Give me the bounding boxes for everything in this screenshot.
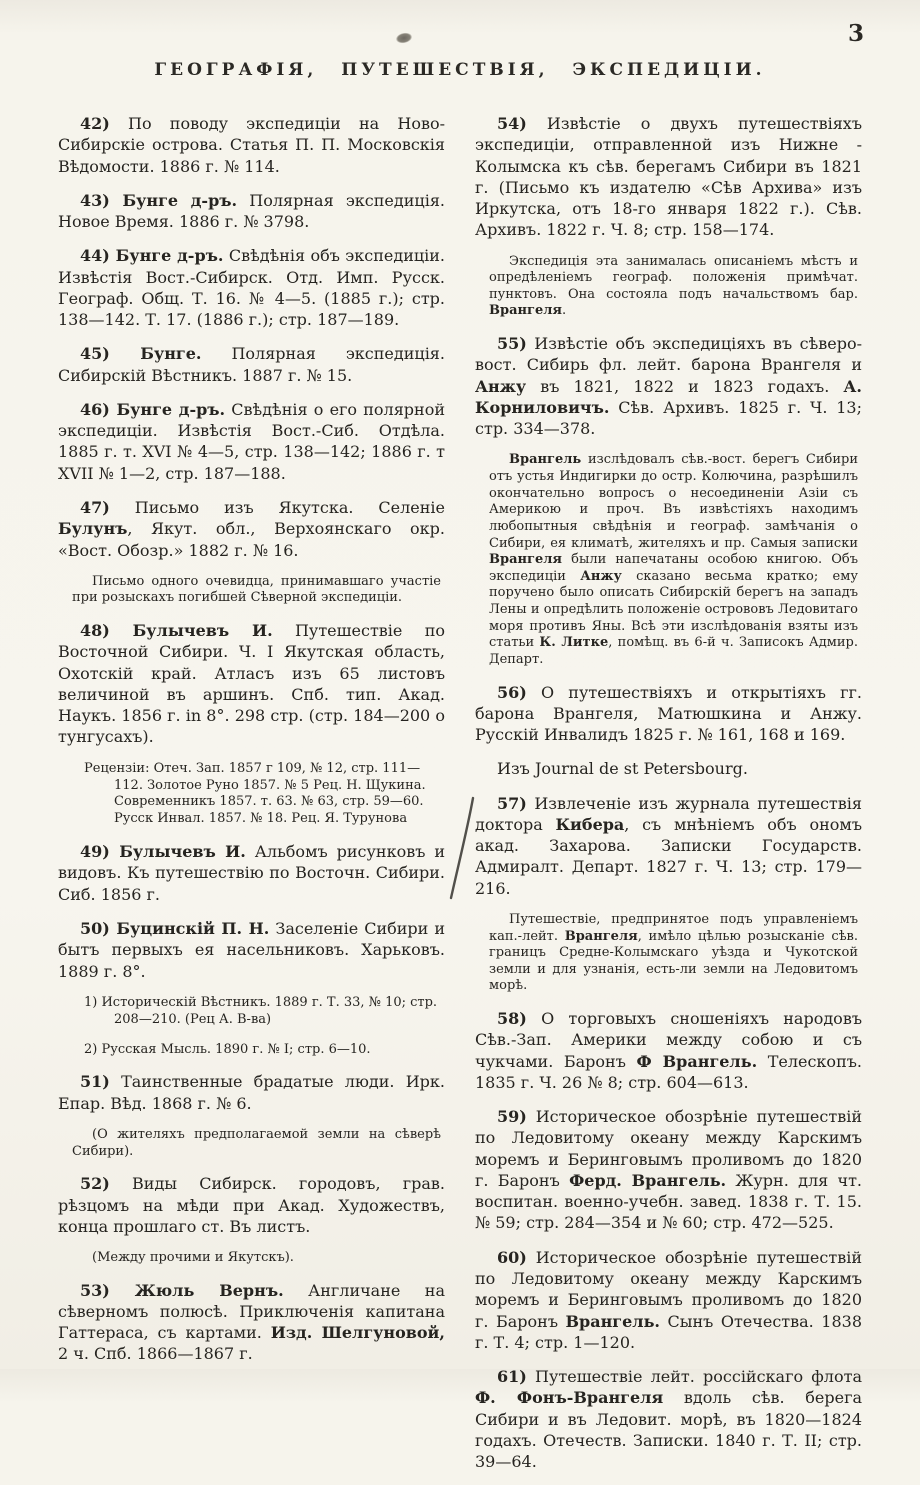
text-run: Полярная экспедиція. Новое Время. 1886 г. № 3798. (58, 190, 445, 232)
bibliography-entry (58, 190, 445, 233)
bold-text-run: Кибера (555, 814, 625, 834)
page-number: 3 (847, 20, 864, 47)
text-run: Путешествіе по Восточной Сибири. Ч. I Якутская область, Охотскій край. Атласъ изъ 65 листовъ величиной въ аршинъ. Спб. тип. Акад. Наукъ. 1856 г. in 8°. 298 стр. (стр. 184—200 о тунгусахъ). (58, 621, 445, 747)
bold-text-run: 51) (80, 1072, 110, 1092)
text-run: , Якут. обл., Верхоянскаго окр. «Вост. Обозр.» 1882 г. № 16. (58, 519, 445, 560)
entry-note (84, 1041, 445, 1059)
bibliography-entry (475, 333, 862, 439)
bibliography-entry (475, 1106, 862, 1234)
text-run: Извѣстіе объ экспедиціяхъ въ сѣверо-вост. Сибирь фл. лейт. барона Врангеля и (475, 334, 862, 375)
bibliography-entry (58, 620, 445, 748)
text-run: изслѣдовалъ сѣв.-вост. берегъ Сибири отъ устья Индигирки до остр. Колючина, разрѣшилъ окончательно вопросъ о несоединеніи Азіи съ Америкою и проч. Въ извѣстіяхъ находимъ любопытныя свѣдѣнія и географ. замѣчанія о Сибири, ея климатѣ, жителяхъ и пр. Самыя записки (489, 452, 858, 551)
bold-text-run: 53) Жюль Вернъ. (80, 1280, 284, 1300)
bibliography-entry (475, 793, 862, 899)
bold-text-run: 52) (80, 1174, 110, 1194)
bold-text-run: Врангеля (489, 552, 563, 568)
bold-text-run: Врангель (509, 452, 582, 468)
bibliography-entry (58, 113, 445, 177)
text-run: . (562, 303, 567, 319)
entry-note (72, 1250, 441, 1267)
text-run: 2 ч. Спб. 1866—1867 г. (58, 1344, 253, 1364)
bibliography-entry (58, 841, 445, 905)
text-run: Свѣдѣнія объ экспедиціи. Извѣстія Вост.-Сибирск. Отд. Имп. Русск. Географ. Общ. Т. 16. № 4—5. (1885 г.); стр. 138—142. Т. 17. (1886 г.); стр. 187—189. (58, 246, 446, 330)
entry-note (72, 1127, 441, 1160)
text-run: Свѣдѣнія о его полярной экспедиціи. Извѣстія Вост.-Сиб. Отдѣла. 1885 г. т. XVI № 4—5, стр. 138—142; 1886 г. т XVII № 1—2, стр. 187—188. (58, 399, 446, 483)
text-run: Письмо изъ Якутска. Селеніе (109, 497, 445, 517)
bold-text-run: Врангеля (489, 303, 563, 319)
bold-text-run: Ферд. Врангель. (569, 1170, 727, 1190)
text-run: , имѣло цѣлью розысканіе сѣв. границъ Средне-Колымскаго уѣзда и Чукотской земли и для узнанія, есть-ли земли на Ледовитомъ морѣ. (489, 928, 859, 994)
text-run: Таинственные брадатые люди. Ирк. Епар. Вѣд. 1868 г. № 6. (58, 1072, 445, 1113)
bold-text-run: 60) (497, 1247, 527, 1267)
bold-text-run: Ф Врангель. (636, 1051, 758, 1071)
entry-note (489, 912, 858, 995)
text-run: сказано весьма кратко; ему поручено было описать Сибирскій берегъ на западъ Лены и опредѣлить положеніе острововъ Ледовитаго моря противъ Яны. Всѣ эти изслѣдованія взяты изъ статьи (489, 568, 858, 651)
bold-text-run: 43) Бунге д-ръ. (80, 190, 238, 210)
bibliography-entry (475, 758, 862, 779)
text-run: (О жителяхъ предполагаемой земли на сѣверѣ Сибири). (72, 1126, 441, 1159)
bibliography-entry (58, 1173, 445, 1237)
text-run: О путешествіяхъ и открытіяхъ гг. барона Врангеля, Матюшкина и Анжу. Русскій Инвалидъ 1825 г. № 161, 168 и 169. (475, 682, 862, 745)
text-run: вдоль сѣв. берега Сибири и въ Ледовит. морѣ, въ 1820—1824 годахъ. Отечеств. Записки. 1840 г. Т. II; стр. 39—64. (475, 1388, 863, 1472)
text-run: По поводу экспедиціи на Ново-Сибирскіе острова. Статья П. П. Московскія Вѣдомости. 1886 г. № 114. (58, 114, 445, 176)
text-run: (Между прочими и Якутскъ). (92, 1250, 294, 1266)
text-run: въ 1821, 1822 и 1823 годахъ. (526, 376, 844, 396)
bold-text-run: 46) Бунге д-ръ. (80, 399, 226, 419)
text-run: Извѣстіе о двухъ путешествіяхъ экспедиціи, отправленной изъ Нижне - Колымска къ сѣв. берегамъ Сибири въ 1821 г. (Письмо къ издателю «Сѣв Архива» изъ Иркутска, отъ 18-го января 1822 г.). Сѣв. Архивъ. 1822 г. Ч. 8; стр. 158—174. (475, 114, 862, 240)
bold-text-run: Анжу (475, 376, 527, 396)
bibliography-entry (58, 918, 445, 982)
text-run: Путешествіе, предпринятое подъ управленіемъ кап.-лейт. (489, 911, 858, 944)
column-left (58, 113, 445, 1485)
bold-text-run: 59) (497, 1107, 527, 1127)
columns-container (58, 113, 862, 1485)
text-run: , съ мнѣніемъ объ ономъ акад. Захарова. Записки Государств. Адмиралт. Департ. 1827 г. Ч. 13; стр. 179—216. (475, 814, 862, 898)
bold-text-run: А. Корниловичъ. (475, 376, 862, 417)
bold-text-run: 49) Булычевъ И. (80, 842, 246, 862)
entry-note (84, 760, 445, 829)
text-run: Извлеченіе изъ журнала путешествія доктора (475, 793, 862, 834)
text-run: Историческое обозрѣніе путешествій по Ледовитому океану между Карскимъ моремъ и Беринговымъ проливомъ до 1820 г. Баронъ (475, 1247, 862, 1331)
text-run: Англичане на сѣверномъ полюсѣ. Приключенія капитана Гаттераса, съ картами. (58, 1280, 445, 1343)
bibliography-entry (475, 113, 862, 241)
text-run: Письмо одного очевидца, принимавшаго участіе при розыскахъ погибшей Сѣверной экспедиціи. (72, 573, 441, 606)
column-right (475, 113, 862, 1485)
bibliography-entry (58, 399, 445, 484)
bold-text-run: Анжу (580, 568, 622, 584)
bold-text-run: 56) (497, 682, 527, 702)
bibliography-entry (475, 1366, 862, 1472)
bold-text-run: 57) (497, 793, 527, 813)
text-run: Путешествіе лейт. россійскаго флота (526, 1367, 862, 1387)
bibliography-entry (58, 497, 445, 561)
text-run: были напечатаны особою книгою. Объ экспедиціи (489, 552, 858, 584)
text-run: Полярная экспедиція. Сибирскій Вѣстникъ. 1887 г. № 15. (58, 344, 445, 385)
bold-text-run: 58) (497, 1009, 527, 1029)
text-run: Альбомъ рисунковъ и видовъ. Къ путешествію по Восточн. Сибири. Сиб. 1856 г. (58, 842, 445, 904)
bold-text-run: Врангель. (565, 1311, 660, 1331)
scan-smudge (395, 31, 413, 44)
text-run: Заселеніе Сибири и бытъ первыхъ ея насельниковъ. Харьковъ. 1889 г. 8°. (58, 918, 445, 981)
text-run: 2) Русская Мысль. 1890 г. № I; стр. 6—10. (84, 1041, 371, 1057)
text-run: Сынъ Отечества. 1838 г. Т. 4; стр. 1—120. (475, 1311, 863, 1352)
text-run: 1) Историческій Вѣстникъ. 1889 г. Т. 33, № 10; стр. 208—210. (Рец А. В-ва) (84, 994, 438, 1027)
bold-text-run: К. Литке (539, 635, 609, 651)
bold-text-run: Булунъ (58, 519, 128, 539)
bold-text-run: 55) (497, 334, 527, 354)
bibliography-entry (58, 1071, 445, 1114)
page-title: ГЕОГРАФІЯ, ПУТЕШЕСТВІЯ, ЭКСПЕДИЦІИ. (154, 60, 766, 80)
bibliography-entry (58, 1280, 445, 1365)
bold-text-run: 50) Буцинскій П. Н. (80, 918, 270, 938)
text-run: Экспедиція эта занималась описаніемъ мѣстъ и опредѣленіемъ географ. положенія примѣчат. пунктовъ. Она состояла подъ начальствомъ бар. (489, 253, 858, 302)
text-run: Телескопъ. 1835 г. Ч. 26 № 8; стр. 604—613. (475, 1051, 862, 1092)
bibliography-entry (475, 1008, 862, 1093)
text-run: Рецензіи: Отеч. Зап. 1857 г 109, № 12, стр. 111—112. Золотое Руно 1857. № 5 Рец. Н. Щукина. Современникъ 1857. т. 63. № 63, стр. 59—60. Русск Инвал. 1857. № 18. Рец. Я. Турунова (84, 760, 426, 827)
text-run: Виды Сибирск. городовъ, грав. рѣзцомъ на мѣди при Акад. Художествъ, конца прошлаго ст. Въ листъ. (58, 1174, 445, 1236)
bibliography-entry (58, 245, 445, 330)
entry-note (72, 574, 441, 607)
bold-text-run: 61) (497, 1367, 527, 1387)
bold-text-run: 44) Бунге д-ръ. (80, 246, 224, 266)
text-run: , помѣщ. въ 6-й ч. Записокъ Адмир. Департ. (489, 635, 859, 667)
bibliography-entry (475, 1247, 862, 1353)
bold-text-run: 47) (80, 497, 110, 517)
bold-text-run: 54) (497, 114, 527, 133)
bold-text-run: Изд. Шелгуновой, (270, 1323, 445, 1343)
bold-text-run: 45) Бунге. (80, 344, 202, 364)
bibliography-entry (58, 343, 445, 386)
text-run: Изъ Journal de st Petersbourg. (497, 759, 748, 779)
text-run: Сѣв. Архивъ. 1825 г. Ч. 13; стр. 334—378. (475, 397, 862, 439)
bold-text-run: 42) (80, 114, 110, 133)
entry-note (489, 452, 858, 668)
bold-text-run: Ф. Фонъ-Врангеля (475, 1388, 664, 1408)
entry-note (489, 254, 858, 321)
text-run: Журн. для чт. воспитан. военно-учебн. завед. 1838 г. Т. 15. № 59; стр. 284—354 и № 60; стр. 472—525. (475, 1170, 863, 1233)
bold-text-run: Врангеля (564, 928, 638, 944)
entry-note (84, 994, 445, 1029)
text-run: Историческое обозрѣніе путешествій по Ледовитому океану между Карскимъ моремъ и Беринговымъ проливомъ до 1820 г. Баронъ (475, 1107, 862, 1190)
bibliography-entry (475, 682, 862, 746)
text-run: О торговыхъ сношеніяхъ народовъ Сѣв.-Зап. Америки между собою и съ чукчами. Баронъ (475, 1009, 862, 1071)
bold-text-run: 48) Булычевъ И. (80, 621, 273, 641)
